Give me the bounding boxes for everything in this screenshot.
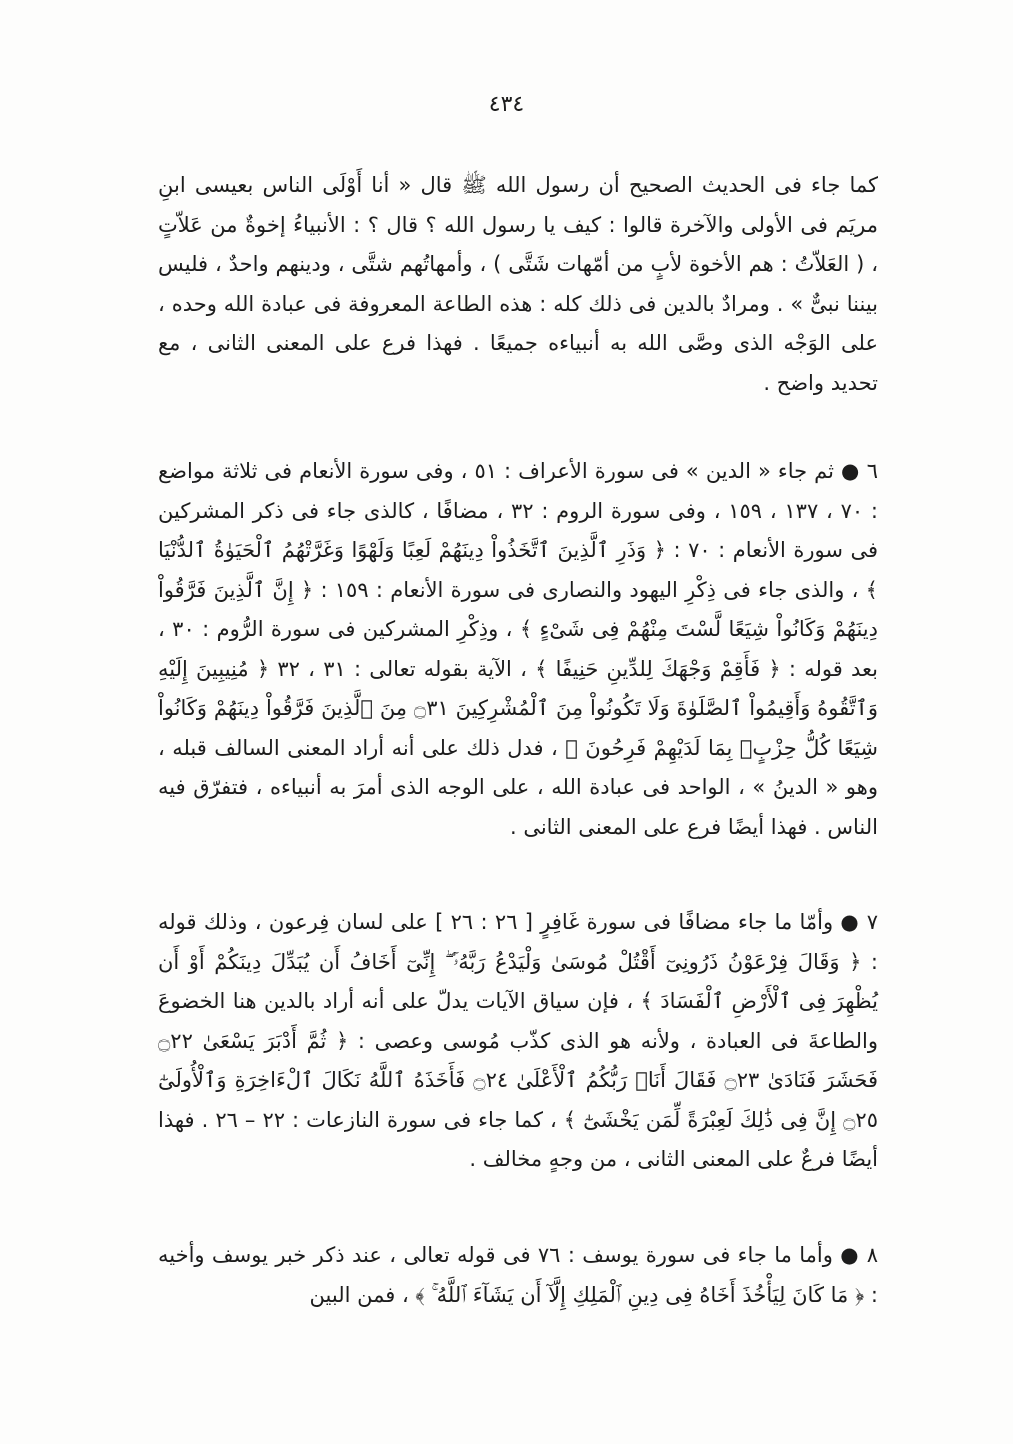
paragraph-section-8 (158, 1236, 878, 1315)
paragraph-text: ٨ ● وأما ما جاء فى سورة يوسف : ٧٦ فى قوله تعالى ، عند ذكر خبر يوسف وأخيه : ﴿ مَا كَانَ لِيَأْخُذَ أَخَاهُ فِى دِينِ ٱلْمَلِكِ إِلَّآ أَن يَشَآءَ ٱللَّهُ ۚ ﴾ ، فمن البين (158, 1243, 878, 1307)
paragraph-section-6 (158, 452, 878, 847)
paragraph-text: ٦ ● ثم جاء « الدين » فى سورة الأعراف : ٥١ ، وفى سورة الأنعام فى ثلاثة مواضع : ٧٠ ، ١٣٧ ، ١٥٩ ، وفى سورة الروم : ٣٢ ، مضافًا ، كالذى جاء فى ذكر المشركين فى سورة الأنعام : ٧٠ : ﴿ وَذَرِ ٱلَّذِينَ ٱتَّخَذُواْ دِينَهُمْ لَعِبًا وَلَهْوًا وَغَرَّتْهُمُ ٱلْحَيَوٰةُ ٱلدُّنْيَا ﴾ ، والذى جاء فى ذِكْرِ اليهود والنصارى فى سورة الأنعام : ١٥٩ : ﴿ إِنَّ ٱلَّذِينَ فَرَّقُواْ دِينَهُمْ وَكَانُواْ شِيَعًا لَّسْتَ مِنْهُمْ فِى شَىْءٍ ﴾ ، وذِكْرِ المشركين فى سورة الرُّوم : ٣٠ ، بعد قوله : ﴿ فَأَقِمْ وَجْهَكَ لِلدِّينِ حَنِيفًا ﴾ ، الآية بقوله تعالى : ٣١ ، ٣٢ ﴿ مُنِيبِينَ إِلَيْهِ وَٱتَّقُوهُ وَأَقِيمُواْ ٱلصَّلَوٰةَ وَلَا تَكُونُواْ مِنَ ٱلْمُشْرِكِينَ ۝٣١ مِنَ ٱلَّذِينَ فَرَّقُواْ دِينَهُمْ وَكَانُواْ شِيَعًا كُلُّ حِزْبٍۭ بِمَا لَدَيْهِمْ فَرِحُونَ ﴾ ، فدل ذلك على أنه أراد المعنى السالف قبله ، وهو « الدينُ » ، الواحد فى عبادة الله ، على الوجه الذى أمرَ به أنبياءه ، فتفرّق فيه الناس . فهذا أيضًا فرع على المعنى الثانى . (158, 459, 879, 839)
page-number: ٤٣٤ (488, 92, 525, 117)
paragraph-text: كما جاء فى الحديث الصحيح أن رسول الله ﷺ قال « أنا أَوْلَى الناس بعيسى ابنِ مريَم فى الأولى والآخرة قالوا : كيف يا رسول الله ؟ قال ؟ : الأنبياءُ إخوةٌ من عَلاّتٍ ، ( العَلاّتُ : هم الأخوة لأبٍ من أمّهات شَتَّى ) ، وأمهاتُهم شتَّى ، ودينهم واحدٌ ، فليس بيننا نبىٌّ » . ومرادٌ بالدين فى ذلك كله : هذه الطاعة المعروفة فى عبادة الله وحده ، على الوَجْه الذى وصَّى الله به أنبياءه جميعًا . فهذا فرع على المعنى الثانى ، مع تحديد واضح . (158, 173, 878, 395)
paragraph-text: ٧ ● وأمّا ما جاء مضافًا فى سورة غَافِرٍ [ ٢٦ : ٢٦ ] على لسان فِرعون ، وذلك قوله : ﴿ وَقَالَ فِرْعَوْنُ ذَرُونِىٓ أَقْتُلْ مُوسَىٰ وَلْيَدْعُ رَبَّهُۥٓ ۖ إِنِّىٓ أَخَافُ أَن يُبَدِّلَ دِينَكُمْ أَوْ أَن يُظْهِرَ فِى ٱلْأَرْضِ ٱلْفَسَادَ ﴾ ، فإن سياق الآيات يدلّ على أنه أراد بالدين هنا الخضوعَ والطاعةَ فى العبادة ، ولأنه هو الذى كذّب مُوسى وعصى : ﴿ ثُمَّ أَدْبَرَ يَسْعَىٰ ۝٢٢ فَحَشَرَ فَنَادَىٰ ۝٢٣ فَقَالَ أَنَا۠ رَبُّكُمُ ٱلْأَعْلَىٰ ۝٢٤ فَأَخَذَهُ ٱللَّهُ نَكَالَ ٱلْءَاخِرَةِ وَٱلْأُولَىٰٓ ۝٢٥ إِنَّ فِى ذَٰلِكَ لَعِبْرَةً لِّمَن يَخْشَىٰٓ ﴾ ، كما جاء فى سورة النازعات : ٢٢ – ٢٦ . فهذا أيضًا فرعٌ على المعنى الثانى ، من وجهٍ مخالف . (158, 910, 879, 1171)
paragraph-section-7 (158, 903, 878, 1180)
paragraph-hadith (158, 166, 878, 403)
